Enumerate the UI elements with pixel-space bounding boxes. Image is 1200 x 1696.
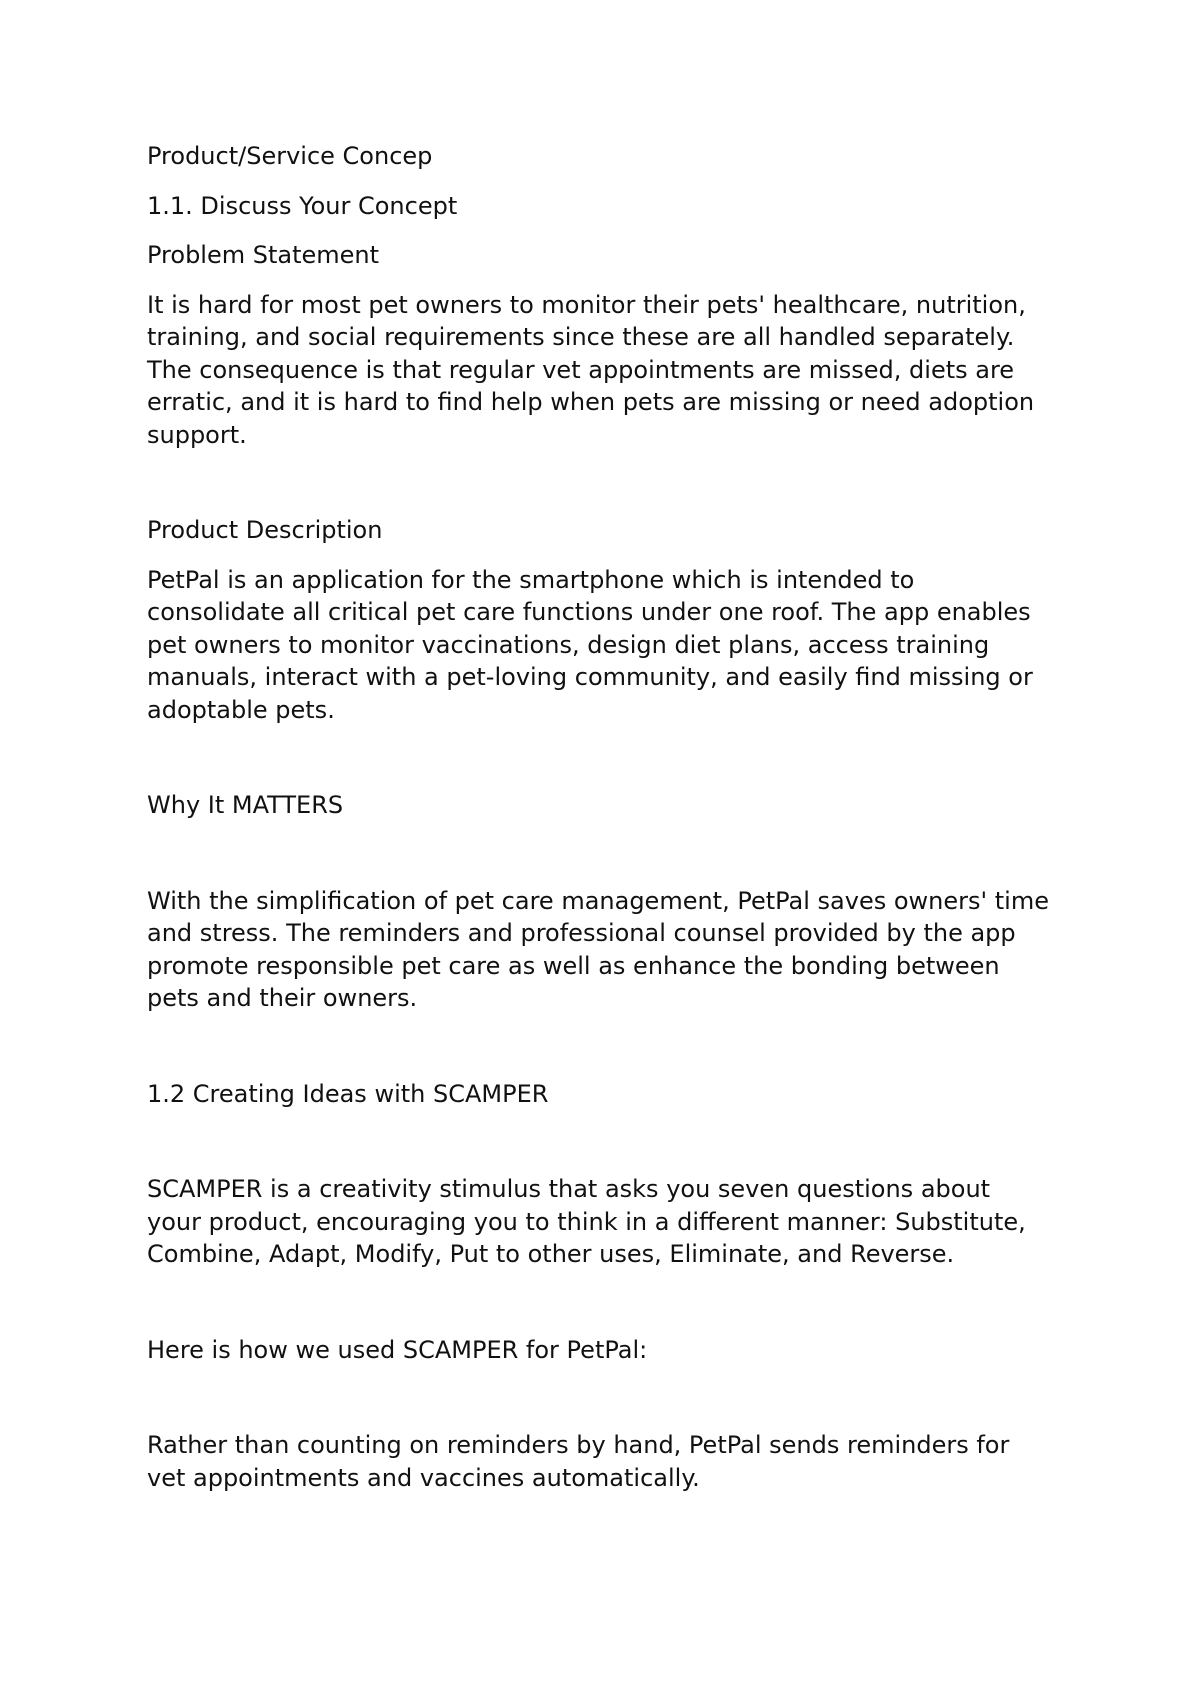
scamper-paragraph: [147, 1173, 1077, 1271]
paragraph-line: erratic, and it is hard to find help when pets are missing or need adoption: [147, 388, 1035, 416]
paragraph-line: consolidate all critical pet care functions under one roof. The app enables: [147, 598, 1031, 626]
scamper-usage-intro: Here is how we used SCAMPER for PetPal:: [147, 1335, 648, 1364]
paragraph-line: It is hard for most pet owners to monitor their pets' healthcare, nutrition,: [147, 290, 1026, 319]
substitute-paragraph: [147, 1429, 1077, 1494]
paragraph-line: Rather than counting on reminders by hand, PetPal sends reminders for: [147, 1431, 1010, 1459]
paragraph-line: training, and social requirements since these are all handled separately.: [147, 323, 1015, 351]
product-description-paragraph: [147, 564, 1077, 727]
paragraph-line: adoptable pets.: [147, 695, 335, 724]
paragraph-line: SCAMPER is a creativity stimulus that asks you seven questions about: [147, 1175, 991, 1203]
paragraph-line: The consequence is that regular vet appointments are missed, diets are: [147, 355, 1015, 384]
why-it-matters-paragraph: [147, 885, 1077, 1015]
paragraph-line: manuals, interact with a pet-loving community, and easily find missing or: [147, 663, 1033, 691]
why-it-matters-heading: Why It MATTERS: [147, 791, 344, 819]
paragraph-line: vet appointments and vaccines automatically.: [147, 1463, 700, 1492]
paragraph-line: pet owners to monitor vaccinations, design diet plans, access training: [147, 630, 990, 659]
problem-statement-heading: Problem Statement: [147, 241, 380, 269]
document-page: [147, 140, 1077, 1494]
document-title: Product/Service Concep: [147, 142, 433, 170]
paragraph-line: and stress. The reminders and professional counsel provided by the app: [147, 919, 1016, 947]
paragraph-line: your product, encouraging you to think in a different manner: Substitute,: [147, 1207, 1026, 1236]
section-1-2-heading: 1.2 Creating Ideas with SCAMPER: [147, 1079, 549, 1108]
paragraph-line: pets and their owners.: [147, 984, 418, 1012]
product-description-heading: Product Description: [147, 516, 383, 544]
paragraph-line: PetPal is an application for the smartphone which is intended to: [147, 565, 915, 594]
paragraph-line: Combine, Adapt, Modify, Put to other uses, Eliminate, and Reverse.: [147, 1240, 955, 1268]
paragraph-line: promote responsible pet care as well as enhance the bonding between: [147, 951, 1000, 980]
section-1-1-heading: 1.1. Discuss Your Concept: [147, 191, 458, 220]
problem-statement-paragraph: [147, 289, 1077, 452]
paragraph-line: With the simplification of pet care management, PetPal saves owners' time: [147, 886, 1049, 915]
paragraph-line: support.: [147, 420, 247, 449]
